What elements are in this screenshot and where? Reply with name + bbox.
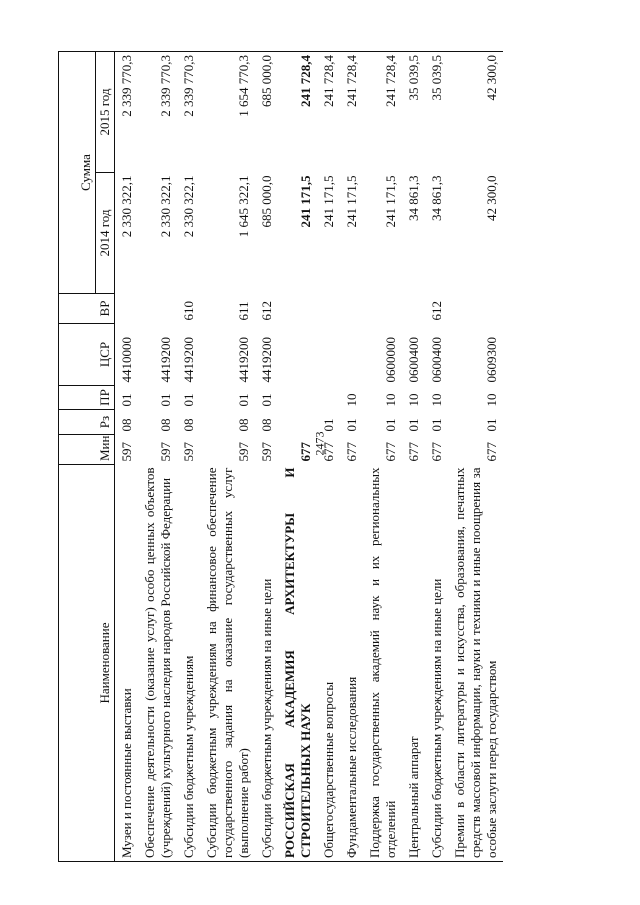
row-min: 677 bbox=[429, 442, 444, 462]
row-pr: 10 bbox=[383, 393, 398, 407]
row-name: Субсидии бюджетным учреждениям на финансовое обеспечение государственного задания на оказание государственных услуг (выполнение работ) bbox=[200, 465, 255, 862]
row-pr: 10 bbox=[429, 393, 444, 407]
row-csr: 4419200 bbox=[158, 337, 173, 383]
table-row bbox=[115, 52, 139, 862]
header-csr: ЦСР bbox=[59, 324, 115, 386]
row-min: 677 bbox=[321, 442, 336, 462]
row-vr bbox=[317, 294, 340, 324]
table-row bbox=[177, 52, 200, 862]
header-pr: ПР bbox=[59, 386, 115, 410]
row-sum-2015: 35 039,5 bbox=[402, 52, 425, 173]
row-min: 597 bbox=[181, 442, 196, 462]
row-name: Субсидии бюджетным учреждениям на иные цели bbox=[425, 465, 448, 862]
row-rz: 08 bbox=[259, 418, 274, 432]
row-min: 677 bbox=[383, 442, 398, 462]
header-min: Мин bbox=[59, 435, 115, 465]
row-sum-2014: 34 861,3 bbox=[429, 175, 444, 221]
row-rz: 08 bbox=[158, 418, 173, 432]
header-vr: ВР bbox=[59, 294, 115, 324]
row-name: Премии в области литературы и искусства, образования, печатных средств массовой информации, науки и техники и иные поощрения за особые заслуги перед государством bbox=[448, 465, 503, 862]
header-2014: 2014 год bbox=[96, 173, 115, 294]
row-min: 677 bbox=[344, 442, 359, 462]
row-sum-2015: 241 728,4 bbox=[278, 52, 317, 173]
row-min: 677 bbox=[298, 442, 313, 462]
row-sum-2014: 241 171,5 bbox=[344, 175, 359, 228]
row-vr bbox=[115, 294, 139, 324]
row-csr: 0600000 bbox=[383, 337, 398, 383]
table-row bbox=[138, 52, 177, 862]
row-pr: 10 bbox=[484, 393, 499, 407]
row-sum-2015: 685 000,0 bbox=[255, 52, 278, 173]
row-vr: 612 bbox=[429, 301, 444, 321]
row-sum-2015: 241 728,4 bbox=[317, 52, 340, 173]
row-rz bbox=[278, 410, 317, 435]
header-name: Наименование bbox=[59, 465, 115, 862]
row-min: 597 bbox=[119, 442, 134, 462]
row-rz: 08 bbox=[236, 418, 251, 432]
row-name: Фундаментальные исследования bbox=[340, 465, 363, 862]
table-header bbox=[59, 52, 115, 862]
row-vr bbox=[402, 294, 425, 324]
row-sum-2014: 2 330 322,1 bbox=[158, 175, 173, 238]
row-csr bbox=[340, 324, 363, 386]
row-sum-2014: 685 000,0 bbox=[259, 175, 274, 228]
row-sum-2014: 42 300,0 bbox=[484, 175, 499, 221]
table-row bbox=[425, 52, 448, 862]
row-sum-2015: 35 039,5 bbox=[425, 52, 448, 173]
row-pr: 01 bbox=[119, 393, 134, 407]
table-row bbox=[448, 52, 503, 862]
row-csr: 4410000 bbox=[119, 337, 134, 383]
table-row bbox=[363, 52, 402, 862]
row-min: 597 bbox=[236, 442, 251, 462]
row-sum-2014: 34 861,3 bbox=[406, 175, 421, 221]
row-rz: 01 bbox=[321, 418, 336, 432]
row-name: Поддержка государственных академий наук и их региональных отделений bbox=[363, 465, 402, 862]
row-vr bbox=[138, 294, 177, 324]
row-sum-2015: 42 300,0 bbox=[448, 52, 503, 173]
row-name: Субсидии бюджетным учреждениям bbox=[177, 465, 200, 862]
row-rz: 01 bbox=[383, 418, 398, 432]
table-row bbox=[278, 52, 317, 862]
row-vr: 610 bbox=[181, 301, 196, 321]
row-pr: 10 bbox=[406, 393, 421, 407]
table-body bbox=[115, 52, 504, 862]
header-2015: 2015 год bbox=[96, 52, 115, 173]
row-pr bbox=[317, 386, 340, 410]
row-sum-2015: 241 728,4 bbox=[340, 52, 363, 173]
row-name: Общегосударственные вопросы bbox=[317, 465, 340, 862]
row-pr: 10 bbox=[344, 393, 359, 407]
table-row bbox=[200, 52, 255, 862]
row-rz: 01 bbox=[484, 418, 499, 432]
row-name: РОССИЙСКАЯ АКАДЕМИЯ АРХИТЕКТУРЫ И СТРОИТЕЛЬНЫХ НАУК bbox=[278, 465, 317, 862]
table-row bbox=[402, 52, 425, 862]
row-name: Центральный аппарат bbox=[402, 465, 425, 862]
row-sum-2014: 2 330 322,1 bbox=[119, 175, 134, 238]
row-vr: 611 bbox=[236, 301, 251, 321]
row-sum-2015: 1 654 770,3 bbox=[200, 52, 255, 173]
row-min: 677 bbox=[406, 442, 421, 462]
row-vr bbox=[448, 294, 503, 324]
row-sum-2015: 241 728,4 bbox=[363, 52, 402, 173]
row-rz: 08 bbox=[119, 418, 134, 432]
row-pr bbox=[278, 386, 317, 410]
row-csr: 0600400 bbox=[406, 337, 421, 383]
row-min: 597 bbox=[259, 442, 274, 462]
row-csr: 0600400 bbox=[429, 337, 444, 383]
row-min: 597 bbox=[158, 442, 173, 462]
budget-table bbox=[58, 51, 503, 862]
row-min: 677 bbox=[484, 442, 499, 462]
row-vr: 612 bbox=[259, 301, 274, 321]
row-name: Обеспечение деятельности (оказание услуг) особо ценных объектов (учреждений) культурного наследия народов Российской Федерации bbox=[138, 465, 177, 862]
row-pr: 01 bbox=[236, 393, 251, 407]
row-sum-2014: 2 330 322,1 bbox=[181, 175, 196, 238]
row-name: Субсидии бюджетным учреждениям на иные цели bbox=[255, 465, 278, 862]
row-rz: 08 bbox=[181, 418, 196, 432]
page-number: 2473 bbox=[312, 431, 327, 456]
row-rz: 01 bbox=[406, 418, 421, 432]
row-vr bbox=[363, 294, 402, 324]
row-sum-2014: 241 171,5 bbox=[321, 175, 336, 228]
row-pr: 01 bbox=[259, 393, 274, 407]
row-csr: 4419200 bbox=[236, 337, 251, 383]
row-vr bbox=[278, 294, 317, 324]
row-pr: 01 bbox=[181, 393, 196, 407]
row-sum-2015: 2 339 770,3 bbox=[138, 52, 177, 173]
row-sum-2015: 2 339 770,3 bbox=[177, 52, 200, 173]
table-row bbox=[255, 52, 278, 862]
row-csr: 4419200 bbox=[181, 337, 196, 383]
row-csr bbox=[317, 324, 340, 386]
row-sum-2015: 2 339 770,3 bbox=[115, 52, 139, 173]
row-csr: 0609300 bbox=[484, 337, 499, 383]
header-rz: Рз bbox=[59, 410, 115, 435]
row-sum-2014: 241 171,5 bbox=[298, 175, 313, 228]
header-sum: Сумма bbox=[59, 52, 96, 294]
row-csr bbox=[278, 324, 317, 386]
row-csr: 4419200 bbox=[259, 337, 274, 383]
table-row bbox=[340, 52, 363, 862]
row-sum-2014: 1 645 322,1 bbox=[236, 175, 251, 238]
row-name: Музеи и постоянные выставки bbox=[115, 465, 139, 862]
budget-table-rotated bbox=[58, 52, 583, 862]
row-rz: 01 bbox=[344, 418, 359, 432]
row-rz: 01 bbox=[429, 418, 444, 432]
row-sum-2014: 241 171,5 bbox=[383, 175, 398, 228]
row-pr: 01 bbox=[158, 393, 173, 407]
table-row bbox=[317, 52, 340, 862]
row-vr bbox=[340, 294, 363, 324]
